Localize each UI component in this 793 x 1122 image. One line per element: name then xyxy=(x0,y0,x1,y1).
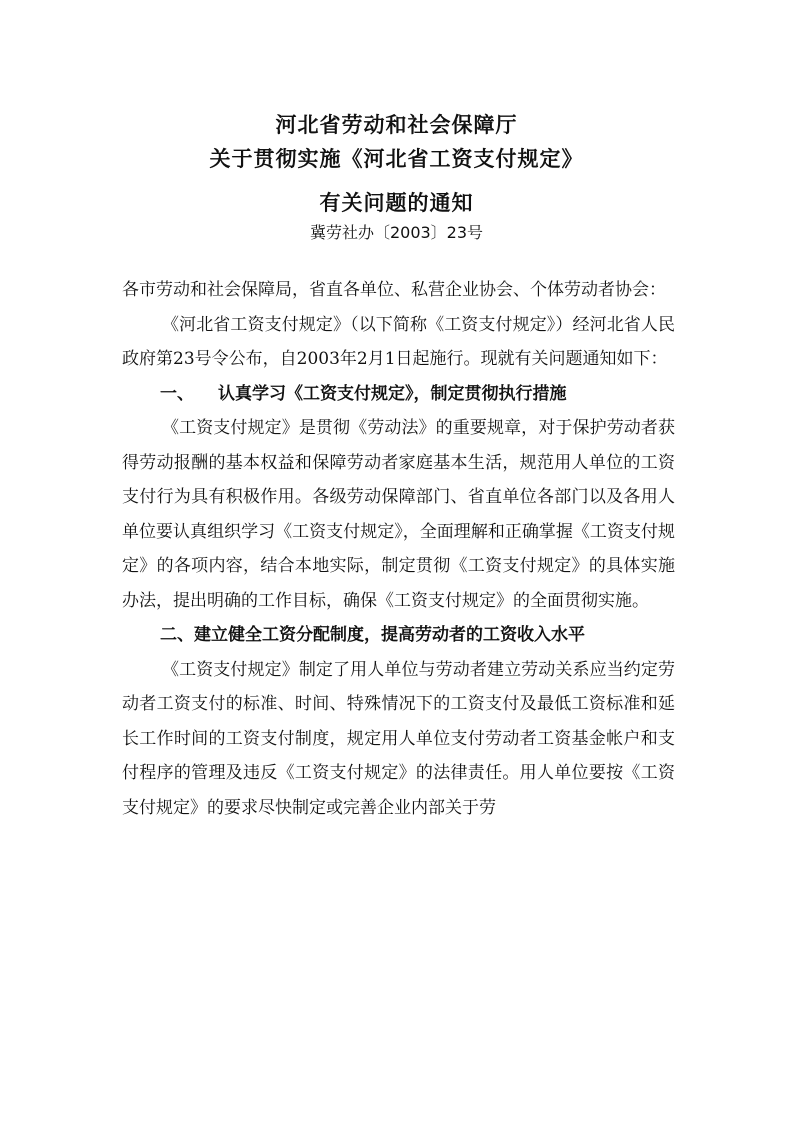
title-line-3: 有关问题的通知 xyxy=(319,191,474,215)
salutation: 各市劳动和社会保障局，省直各单位、私营企业协会、个体劳动者协会： xyxy=(122,280,666,300)
document-body xyxy=(122,273,675,825)
section-1-title: 认真学习《工资支付规定》，制定贯彻执行措施 xyxy=(218,383,567,404)
section-1-paragraph: 《工资支付规定》是贯彻《劳动法》的重要规章，对于保护劳动者获得劳动报酬的基本权益和保障劳动者家庭基本生活，规范用人单位的工资支付行为具有积极作用。各级劳动保障部门、省直单位各部门以及各用人单位要认真组织学习《工资支付规定》，全面理解和正确掌握《工资支付规定》的各项内容，结合本地实际，制定贯彻《工资支付规定》的具体实施办法，提出明确的工作目标，确保《工资支付规定》的全面贯彻实施。 xyxy=(122,418,675,611)
title-line-1: 河北省劳动和社会保障厅 xyxy=(275,113,518,137)
section-2-number: 二、 xyxy=(160,625,194,645)
intro-paragraph: 《河北省工资支付规定》（以下简称《工资支付规定》）经河北省人民政府第23号令公布，自2003年2月1日起施行。现就有关问题通知如下： xyxy=(122,314,675,369)
section-2-title: 建立健全工资分配制度，提高劳动者的工资收入水平 xyxy=(194,625,585,645)
section-2-heading xyxy=(122,618,675,653)
title-line-2: 关于贯彻实施《河北省工资支付规定》 xyxy=(209,147,584,171)
section-1-heading xyxy=(122,377,675,412)
document-title xyxy=(0,108,793,220)
section-1-number: 一、 xyxy=(160,383,194,404)
document-number: 冀劳社办〔2003〕23号 xyxy=(309,223,484,242)
section-2-paragraph: 《工资支付规定》制定了用人单位与劳动者建立劳动关系应当约定劳动者工资支付的标准、时间、特殊情况下的工资支付及最低工资标准和延长工作时间的工资支付制度，规定用人单位支付劳动者工资基金帐户和支付程序的管理及违反《工资支付规定》的法律责任。用人单位要按《工资支付规定》的要求尽快制定或完善企业内部关于劳 xyxy=(122,659,675,818)
